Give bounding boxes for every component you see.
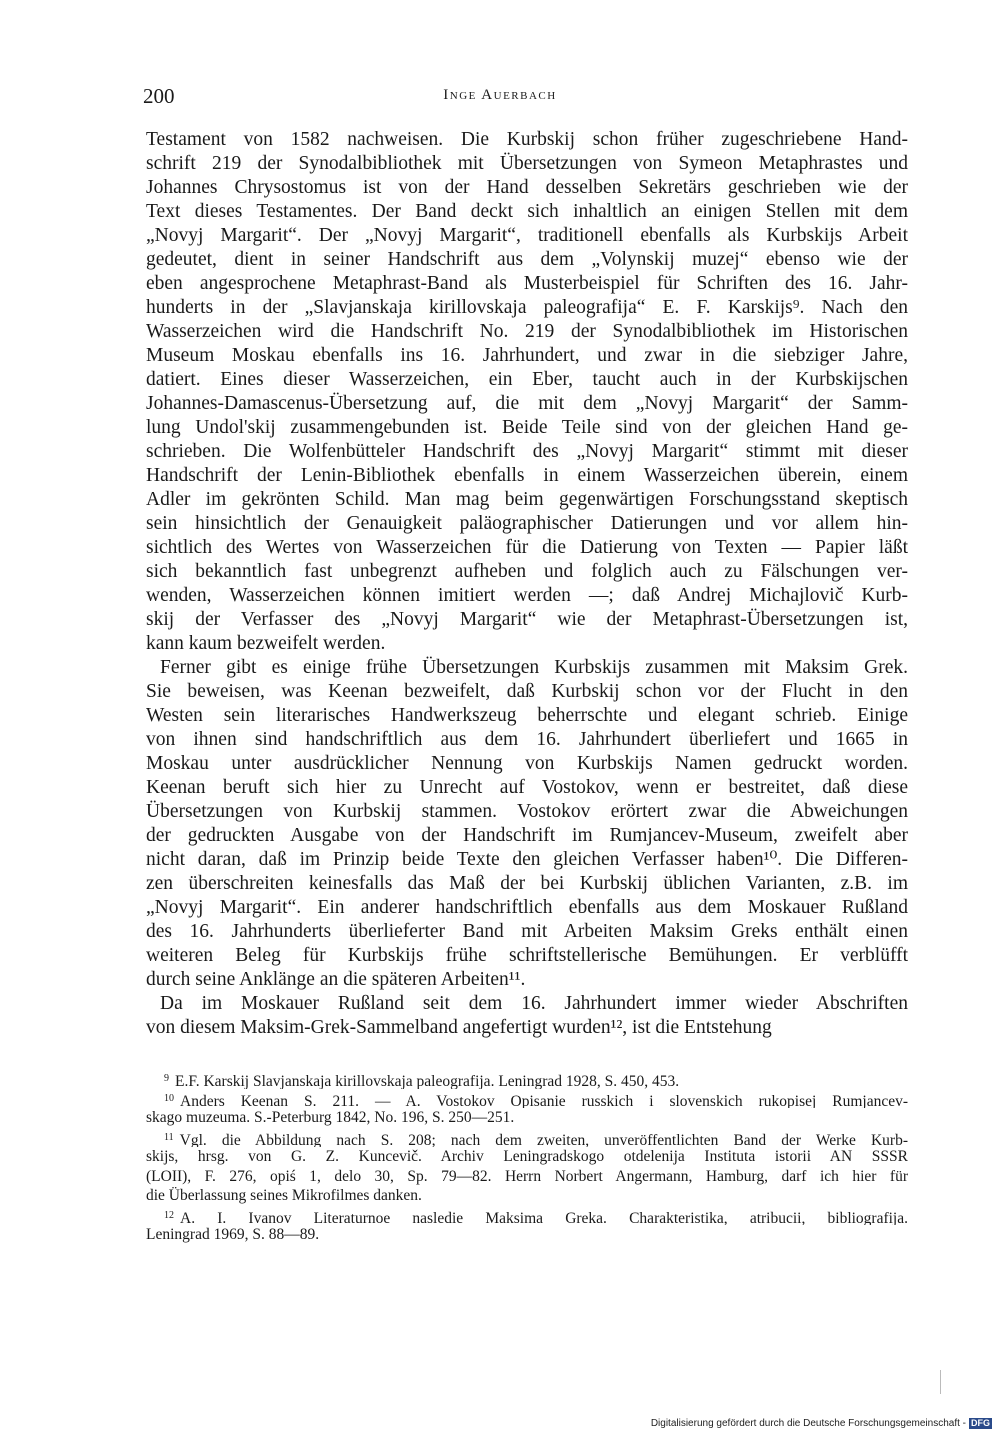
footnote-line (146, 1186, 908, 1206)
footnote-text: die Überlassung seines Mikrofilmes danken. (146, 1187, 422, 1204)
text-line: Übersetzungen von Kurbskij stammen. Vostokov erörtert zwar die Abweichungen (146, 801, 908, 822)
footnote-line (146, 1069, 908, 1089)
text-line: „Novyj Margarit“. Ein anderer handschriftlich ebenfalls aus dem Moskauer Rußland (146, 897, 908, 918)
text-line: kann kaum bezweifelt werden. (146, 633, 386, 654)
footnote-text: (LOII), F. 276, opiś 1, delo 30, Sp. 79—82. Herrn Norbert Angermann, Hamburg, darf ich hier für (146, 1167, 908, 1185)
text-line: des 16. Jahrhunderts überlieferter Band mit Arbeiten Maksim Greks enthält einen (146, 921, 908, 942)
text-line: Testament von 1582 nachweisen. Die Kurbskij schon früher zugeschriebene Hand- (146, 129, 908, 150)
text-line: datiert. Eines dieser Wasserzeichen, ein Eber, taucht auch in der Kurbskijschen (146, 369, 908, 390)
text-line: Wasserzeichen wird die Handschrift No. 219 der Synodalbibliothek im Historischen (146, 321, 908, 342)
footnote-line (146, 1089, 908, 1109)
footnote-text: Anders Keenan S. 211. — A. Vostokov Opisanie russkich i slovenskich rukopisej Rumjancev- (180, 1092, 908, 1108)
footnote-mark: 11 (164, 1131, 174, 1143)
text-line: schrift 219 der Synodalbibliothek mit Übersetzungen von Symeon Metaphrastes und (146, 153, 908, 174)
footnote-line (146, 1147, 908, 1167)
text-line: Handschrift der Lenin-Bibliothek ebenfalls in einem Wasserzeichen überein, einem (146, 465, 908, 486)
text-line: sichtlich des Wertes von Wasserzeichen für die Datierung von Texten — Papier läßt (146, 537, 908, 558)
running-head: Inge Auerbach (443, 87, 557, 103)
footnote-text: Leningrad 1969, S. 88—89. (146, 1226, 320, 1243)
text-line: von diesem Maksim-Grek-Sammelband angefertigt wurden¹², ist die Entstehung (146, 1017, 772, 1038)
text-line: Ferner gibt es einige frühe Übersetzungen Kurbskijs zusammen mit Maksim Grek. (160, 657, 908, 678)
footnote-mark: 10 (164, 1092, 174, 1104)
footnote-text: skijs, hrsg. von G. Z. Kuncevič. Archiv Leningradskogo otdelenija Instituta istorii AN SSSR (146, 1148, 908, 1165)
text-line: Johannes-Damascenus-Übersetzung auf, die mit dem „Novyj Margarit“ der Samm- (146, 393, 908, 414)
footnotes (146, 1069, 908, 1245)
footnote-mark: 9 (164, 1073, 169, 1084)
text-line: gedeutet, dient in seiner Handschrift aus dem „Volynskij muzej“ ebenso wie der (146, 249, 908, 270)
footnote-line (146, 1225, 908, 1245)
text-line: eben angesprochene Metaphrast-Band als Musterbeispiel für Schriften des 16. Jahr- (146, 273, 908, 294)
margin-mark (940, 1370, 941, 1394)
body-text (146, 128, 908, 1040)
footnote-text: skago muzeuma. S.-Peterburg 1842, No. 196, S. 250—251. (146, 1109, 515, 1126)
footnote-line (146, 1206, 908, 1226)
text-line: schrieben. Die Wolfenbütteler Handschrift des „Novyj Margarit“ stimmt mit dieser (146, 441, 908, 462)
text-line: wenden, Wasserzeichen können imitiert werden —; daß Andrej Michajlovič Kurb- (146, 585, 908, 606)
text-line: „Novyj Margarit“. Der „Novyj Margarit“, traditionell ebenfalls als Kurbskijs Arbeit (146, 225, 908, 246)
footnote-text: A. I. Ivanov Literaturnoe nasledie Maksima Greka. Charakteristika, atribucii, bibliografija. (180, 1209, 908, 1225)
text-line: Adler im gekrönten Schild. Man mag beim gegenwärtigen Forschungsstand skeptisch (146, 489, 908, 510)
digitization-credit (651, 1418, 992, 1429)
text-line: Westen sein literarisches Handwerkszeug beherrschte und elegant schrieb. Einige (146, 705, 908, 726)
page-number: 200 (143, 84, 175, 108)
text-line: Da im Moskauer Rußland seit dem 16. Jahrhundert immer wieder Abschriften (160, 993, 908, 1014)
text-line: Text dieses Testamentes. Der Band deckt sich inhaltlich an einigen Stellen mit dem (146, 201, 908, 222)
footnote-mark: 12 (164, 1209, 174, 1221)
text-line: der gedruckten Ausgabe von der Handschrift im Rumjancev-Museum, zweifelt aber (146, 825, 908, 846)
text-line: Sie beweisen, was Keenan bezweifelt, daß Kurbskij schon vor der Flucht in den (146, 681, 908, 702)
text-line: skij der Verfasser des „Novyj Margarit“ wie der Metaphrast-Übersetzungen ist, (146, 609, 908, 630)
text-line: zen überschreiten keinesfalls das Maß der bei Kurbskij üblichen Varianten, z.B. im (146, 873, 908, 894)
footnote-text: E.F. Karskij Slavjanskaja kirillovskaja paleografija. Leningrad 1928, S. 450, 453. (175, 1073, 680, 1089)
footnote-line (146, 1167, 908, 1187)
text-line: Museum Moskau ebenfalls ins 16. Jahrhundert, und zwar in die siebziger Jahre, (146, 345, 908, 366)
text-line: nicht daran, daß im Prinzip beide Texte den gleichen Verfasser haben¹⁰. Die Differen- (146, 849, 908, 870)
footnote-text: Vgl. die Abbildung nach S. 208; nach dem zweiten, unveröffentlichten Band der Werke Kurb- (179, 1131, 908, 1147)
text-line: sein hinsichtlich der Genauigkeit paläographischer Datierungen und vor allem hin- (146, 513, 908, 534)
credit-text: Digitalisierung gefördert durch die Deutsche Forschungsgemeinschaft - (650, 1418, 966, 1429)
text-line: Keenan beruft sich hier zu Unrecht auf Vostokov, wenn er bestreitet, daß diese (146, 777, 908, 798)
text-line: weiteren Beleg für Kurbskijs frühe schriftstellerische Bemühungen. Er verblüfft (146, 945, 908, 966)
text-line: von ihnen sind handschriftlich aus dem 16. Jahrhundert überliefert und 1665 in (146, 729, 908, 750)
text-line: durch seine Anklänge an die späteren Arbeiten¹¹. (146, 969, 526, 990)
text-line: lung Undol'skij zusammengebunden ist. Beide Teile sind von der gleichen Hand ge- (146, 417, 908, 438)
text-line: Johannes Chrysostomus ist von der Hand desselben Sekretärs geschrieben wie der (146, 177, 908, 198)
text-line: hunderts in der „Slavjanskaja kirillovskaja paleografija“ E. F. Karskijs⁹. Nach den (146, 297, 908, 318)
text-line: sich bekanntlich fast unbegrenzt aufheben und folglich auch zu Fälschungen ver- (146, 561, 908, 582)
dfg-logo: DFG (971, 1418, 990, 1428)
footnote-line (146, 1128, 908, 1148)
text-line: Moskau unter ausdrücklicher Nennung von Kurbskijs Namen gedruckt worden. (146, 753, 908, 774)
footnote-line (146, 1108, 908, 1128)
